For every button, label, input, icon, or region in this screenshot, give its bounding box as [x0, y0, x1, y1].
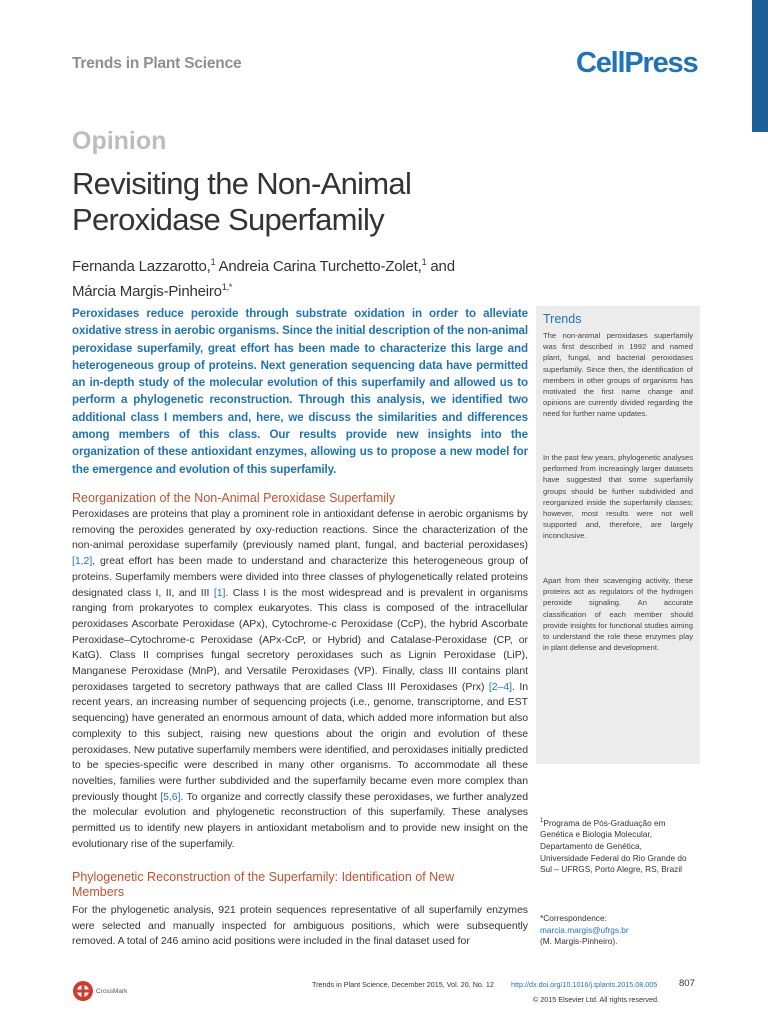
author-affiliation-mark: 1,* [221, 282, 233, 292]
crossmark-label: CrossMark [96, 988, 128, 995]
body-paragraph: Peroxidases are proteins that play a prominent role in antioxidant defense in aerobic organisms by removing the peroxides generated by oxy-reduction reactions. Since the characterization of the non-animal peroxidase superfamily (previously named plant, fungal, and bacterial peroxidases) [1,2], great effort has been made to understand and characterize this heterogeneous group of proteins. Superfamily members were divided into three classes of phylogenetically related proteins designated class I, II, and III [1]. Class I is the most widespread and is prevalent in organisms ranging from prokaryotes to complex eukaryotes. This class is composed of the intracellular peroxidases Ascorbate Peroxidase (APx), Cytochrome-c Peroxidase (CcP), the hybrid Ascorbate Peroxidase–Cytochrome-c Peroxidase (APx-CcP, or Hybrid) and Catalase-Peroxidase (CP, or KatG). Class II comprises fungal secretory peroxidases such as Lignin Peroxidase (LiP), Manganese Peroxidase (MnP), and Versatile Peroxidases (VP). Finally, class III contains plant peroxidases targeted to secretory pathways that are called Class III Peroxidases (Prx) [2–4]. In recent years, an increasing number of sequencing projects (i.e., genome, transcriptome, and EST sequencing) have generated an enormous amount of data, which added more information but also complexity to this subject, raising new questions about the origin and evolution of these peroxidases. New putative superfamily members were identified, and peroxidases initially predicted to be species-specific were described in many other organisms. To accommodate all these novelties, families were further subdivided and the superfamily became even more complex than previously thought [5,6]. To organize and correctly classify these peroxidases, we further analyzed the molecular evolution and phylogenetic reconstruction of this superfamily. These analyses permitted us to identify new players in antioxidant metabolism and to provide new insight on the evolutionary rise of the superfamily. [72, 508, 528, 850]
doi-link[interactable]: http://dx.doi.org/10.1016/j.tplants.2015.08.005 [511, 980, 658, 989]
section-heading: Reorganization of the Non-Animal Peroxidase Superfamily [72, 491, 396, 505]
footer-citation: Trends in Plant Science, December 2015, Vol. 20, No. 12 [312, 980, 494, 989]
author-affiliation-mark: 1 [421, 257, 427, 267]
trends-paragraph: The non-animal peroxidases superfamily was first described in 1992 and named plant, fungal, and bacterial peroxidases superfamily. Since then, the identification of members in other groups of organisms has motivated the first name change and opinions are currently divided regarding the need for further name updates. [543, 331, 693, 419]
author-name: Fernanda Lazzarotto, [72, 258, 211, 275]
trends-paragraph: Apart from their scavenging activity, these proteins act as regulators of the hydrogen peroxide signaling. An accurate classification of each member should provide insights for functional studies aiming to understand the role these enzymes play in plant defense and development. [543, 576, 693, 653]
page-number: 807 [679, 978, 695, 989]
email-link[interactable]: marcia.margis@ufrgs.br [540, 924, 629, 935]
author-name: Andreia Carina Turchetto-Zolet, [215, 258, 422, 275]
author-name: Márcia Margis-Pinheiro [72, 283, 222, 300]
author-list [72, 252, 532, 302]
copyright: © 2015 Elsevier Ltd. All rights reserved. [533, 995, 659, 1004]
citation-link[interactable]: [1] [213, 586, 226, 599]
author-conjunction: and [426, 258, 455, 275]
trends-paragraph: In the past few years, phylogenetic analyses performed from increasingly larger datasets have suggested that some superfamily groups should be further subdivided and reorganized inside the superfamily classes; however, most results were not well supported and, therefore, are largely inconclusive. [543, 453, 693, 541]
abstract: Peroxidases reduce peroxide through substrate oxidation in order to alleviate oxidative stress in aerobic organisms. Since the initial description of the non-animal peroxidase superfamily, great effort has been made to characterize this large and heterogeneous group of proteins. Next generation sequencing data have permitted an in-depth study of the molecular evolution of this superfamily and allowed us to perform a phylogenetic reconstruction. Through this analysis, we identified two additional class I members and, here, we discuss the similarities and differences among members of this class. Our results provide new insights into the organization of these antioxidant enzymes, allowing us to propose a new model for the emergence and evolution of this superfamily. [72, 307, 528, 476]
author-affiliation-mark: 1 [210, 257, 216, 267]
correspondence: *Correspondence: marcia.margis@ufrgs.br (M. Margis-Pinheiro). [540, 913, 629, 947]
affiliation: $^1$Programa de Pós-Graduação em Genética e Biologia Molecular, Departamento de Genética, Universidade Federal do Rio Grande do Sul – UFRGS, Porto Alegre, RS, Brazil [540, 817, 687, 875]
journal-name: Trends in Plant Science [72, 55, 242, 72]
body-paragraph: For the phylogenetic analysis, 921 protein sequences representative of all superfamily enzymes were selected and manually inspected for ambiguous positions, which were subsequently removed. A total of 246 amino acid positions were included in the final dataset used for [72, 904, 528, 948]
publisher-logo: CellPress [576, 47, 698, 79]
citation-link[interactable]: [5,6] [160, 790, 181, 803]
citation-link[interactable]: [1,2] [72, 555, 93, 568]
section-tab-marker [752, 0, 768, 132]
article-type-label: Opinion [72, 127, 167, 155]
trends-heading: Trends [543, 312, 582, 326]
section-heading: Phylogenetic Reconstruction of the Superfamily: Identification of New Members [72, 870, 455, 899]
citation-link[interactable]: [2–4] [488, 680, 512, 693]
article-title: Revisiting the Non-Animal Peroxidase Superfamily [72, 166, 412, 237]
